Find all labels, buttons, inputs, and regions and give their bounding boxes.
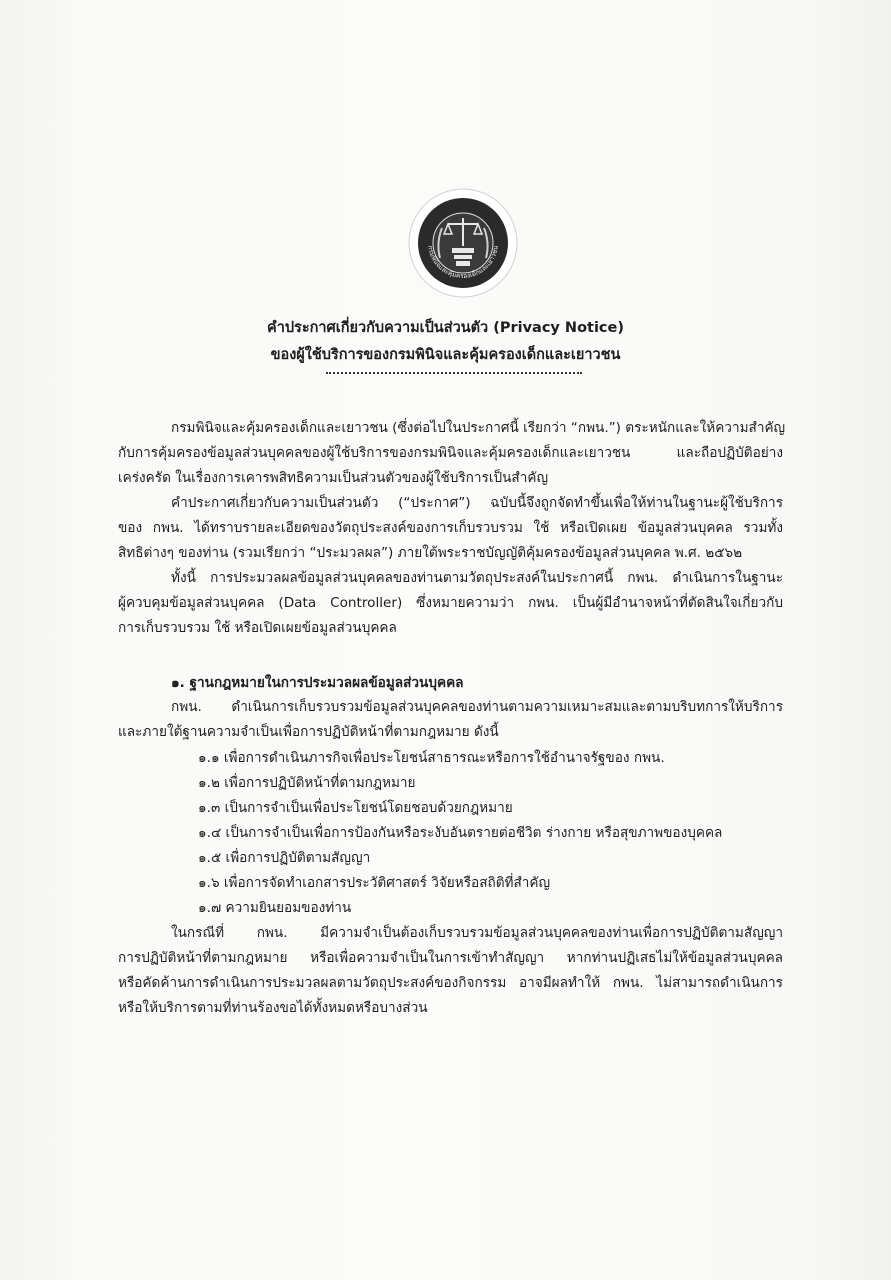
intro-p1-line2: กับการคุ้มครองข้อมูลส่วนบุคคลของผู้ใช้บริการของกรมพินิจและคุ้มครองเด็กและเยาวชน และถือปฏิบัติอย่าง — [118, 445, 783, 461]
intro-p3-line1: ทั้งนี้ การประมวลผลข้อมูลส่วนบุคคลของท่านตามวัตถุประสงค์ในประกาศนี้ กพน. ดำเนินการในฐานะ — [171, 570, 783, 586]
page-subtitle: ของผู้ใช้บริการของกรมพินิจและคุ้มครองเด็กและเยาวชน — [270, 347, 621, 363]
section1-item-3: ๑.๓ เป็นการจำเป็นเพื่อประโยชน์โดยชอบด้วยกฎหมาย — [198, 800, 513, 816]
title-divider — [326, 372, 582, 374]
section1-closing-line2: การปฏิบัติหน้าที่ตามกฎหมาย หรือเพื่อความจำเป็นในการเข้าทำสัญญา หากท่านปฏิเสธไม่ให้ข้อมูลส่วนบุคคล — [118, 950, 783, 966]
section1-item-6: ๑.๖ เพื่อการจัดทำเอกสารประวัติศาสตร์ วิจัยหรือสถิติที่สำคัญ — [198, 875, 551, 891]
section1-item-7: ๑.๗ ความยินยอมของท่าน — [198, 900, 352, 916]
section1-closing-line1: ในกรณีที่ กพน. มีความจำเป็นต้องเก็บรวบรวมข้อมูลส่วนบุคคลของท่านเพื่อการปฏิบัติตามสัญญา — [171, 925, 783, 941]
section1-item-4: ๑.๔ เป็นการจำเป็นเพื่อการป้องกันหรือระงับอันตรายต่อชีวิต ร่างกาย หรือสุขภาพของบุคคล — [198, 825, 723, 841]
page-title: คำประกาศเกี่ยวกับความเป็นส่วนตัว (Privacy Notice) — [267, 320, 624, 336]
intro-p3-line3: การเก็บรวบรวม ใช้ หรือเปิดเผยข้อมูลส่วนบุคคล — [118, 620, 397, 636]
intro-p3-line2: ผู้ควบคุมข้อมูลส่วนบุคคล (Data Controller) ซึ่งหมายความว่า กพน. เป็นผู้มีอำนาจหน้าที่ตัดสินใจเกี่ยวกับ — [118, 595, 783, 611]
section1-lead-line1: กพน. ดำเนินการเก็บรวบรวมข้อมูลส่วนบุคคลของท่านตามความเหมาะสมและตามบริบทการให้บริการ — [171, 699, 783, 715]
section1-lead-line2: และภายใต้ฐานความจำเป็นเพื่อการปฏิบัติหน้าที่ตามกฎหมาย ดังนี้ — [118, 724, 499, 740]
intro-p1-line1: กรมพินิจและคุ้มครองเด็กและเยาวชน (ซึ่งต่อไปในประกาศนี้ เรียกว่า “กพน.”) ตระหนักและให้ความสำคัญ — [171, 420, 786, 436]
section1-item-5: ๑.๕ เพื่อการปฏิบัติตามสัญญา — [198, 850, 371, 866]
section1-item-1: ๑.๑ เพื่อการดำเนินภารกิจเพื่อประโยชน์สาธารณะหรือการใช้อำนาจรัฐของ กพน. — [198, 750, 665, 766]
section1-item-2: ๑.๒ เพื่อการปฏิบัติหน้าที่ตามกฎหมาย — [198, 775, 416, 791]
svg-text:กรมพินิจและคุ้มครองเด็กและเยาว: กรมพินิจและคุ้มครองเด็กและเยาวชน — [426, 245, 500, 281]
section1-closing-line4: หรือให้บริการตามที่ท่านร้องขอได้ทั้งหมดหรือบางส่วน — [118, 1000, 428, 1016]
department-seal-icon — [408, 188, 518, 298]
intro-p2-line1: คำประกาศเกี่ยวกับความเป็นส่วนตัว (“ประกาศ”) ฉบับนี้จึงถูกจัดทำขึ้นเพื่อให้ท่านในฐานะผู้ใช้บริการ — [171, 495, 783, 511]
intro-p2-line2: ของ กพน. ได้ทราบรายละเอียดของวัตถุประสงค์ของการเก็บรวบรวม ใช้ หรือเปิดเผย ข้อมูลส่วนบุคคล รวมทั้ง — [118, 520, 783, 536]
section1-heading: ๑. ฐานกฎหมายในการประมวลผลข้อมูลส่วนบุคคล — [171, 675, 464, 691]
section1-closing-line3: หรือคัดค้านการดำเนินการประมวลผลตามวัตถุประสงค์ของกิจกรรม อาจมีผลทำให้ กพน. ไม่สามารถดำเนินการ — [118, 975, 783, 991]
intro-p2-line3: สิทธิต่างๆ ของท่าน (รวมเรียกว่า “ประมวลผล”) ภายใต้พระราชบัญญัติคุ้มครองข้อมูลส่วนบุคคล พ.ศ. ๒๕๖๒ — [118, 545, 743, 561]
intro-p1-line3: เคร่งครัด ในเรื่องการเคารพสิทธิความเป็นส่วนตัวของผู้ใช้บริการเป็นสำคัญ — [118, 470, 549, 486]
